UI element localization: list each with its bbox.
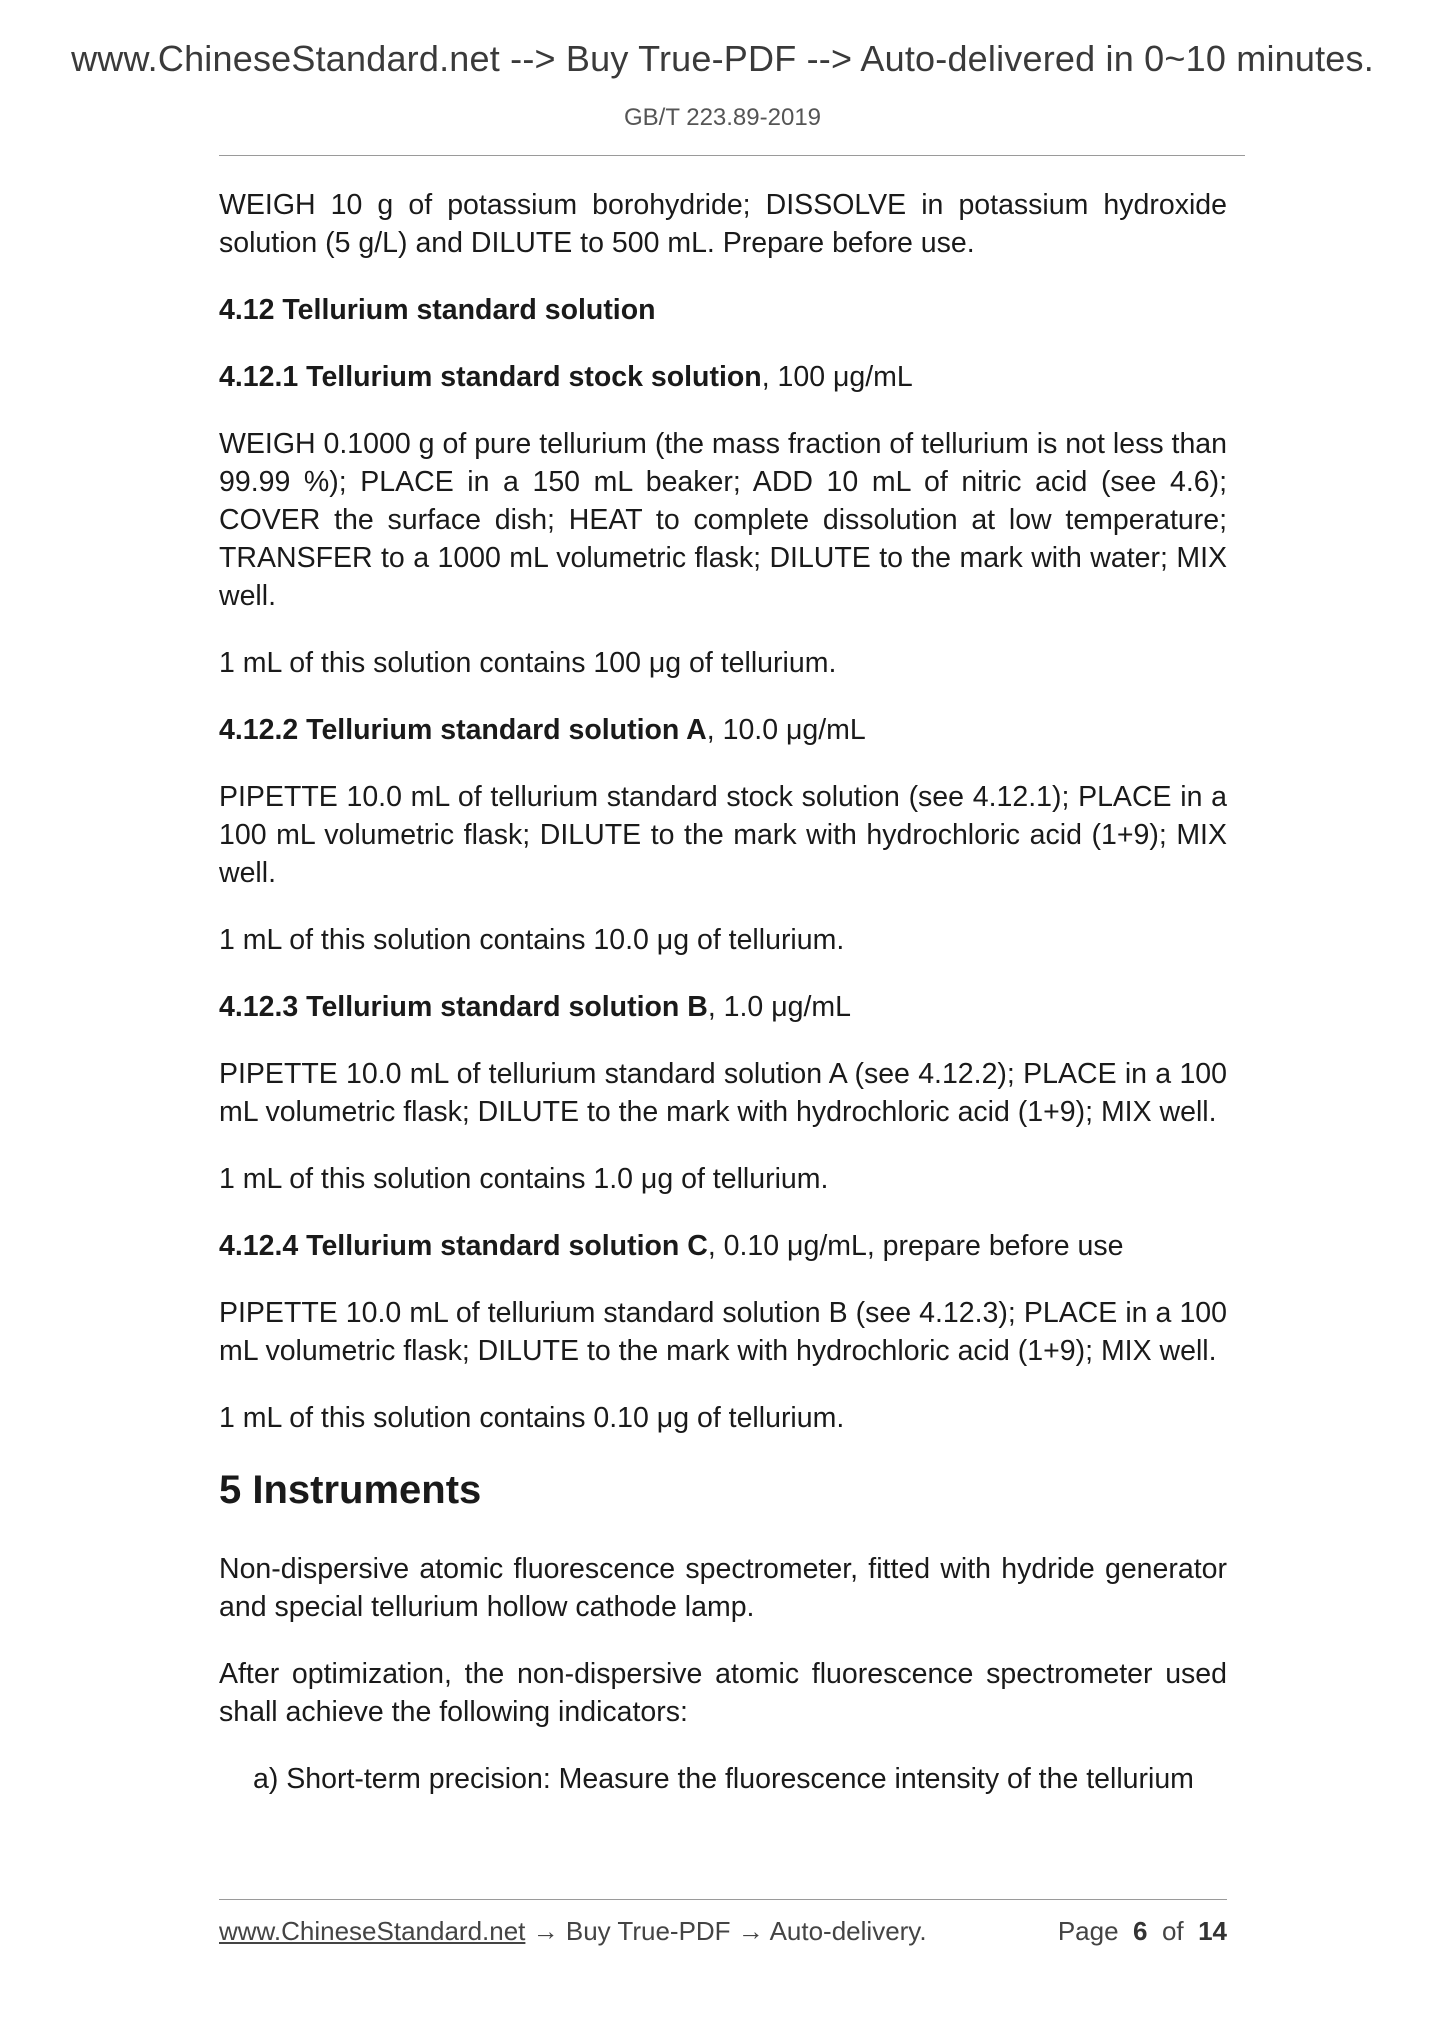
heading-4-12-4-concentration: , 0.10 μg/mL, prepare before use: [707, 1230, 1124, 1262]
content-note-4-12-3: 1 mL of this solution contains 1.0 μg of tellurium.: [219, 1163, 829, 1195]
site-banner: www.ChineseStandard.net --> Buy True-PDF --> Auto-delivered in 0~10 minutes.: [71, 38, 1374, 79]
content-note-4-12-1: 1 mL of this solution contains 100 μg of tellurium.: [219, 647, 837, 679]
paragraph-4-12-3: PIPETTE 10.0 mL of tellurium standard solution A (see 4.12.2); PLACE in a 100 mL volumetric flask; DILUTE to the mark with hydrochloric acid (1+9); MIX well.: [219, 1058, 1227, 1128]
heading-4-12-3-concentration: , 1.0 μg/mL: [707, 991, 851, 1023]
paragraph-5-indicators: After optimization, the non-dispersive atomic fluorescence spectrometer used shall achieve the following indicators:: [219, 1658, 1227, 1728]
heading-4-12-2-concentration: , 10.0 μg/mL: [706, 714, 866, 746]
page-indicator: [1058, 1916, 1227, 1947]
heading-4-12-1-concentration: , 100 μg/mL: [761, 361, 913, 393]
content-note-4-12-2: 1 mL of this solution contains 10.0 μg of tellurium.: [219, 924, 845, 956]
footer-divider: [219, 1899, 1227, 1900]
page-footer: [219, 1916, 1227, 1947]
footer-site-link[interactable]: www.ChineseStandard.net: [219, 1916, 526, 1946]
footer-text: → Buy True-PDF → Auto-delivery.: [525, 1916, 927, 1946]
paragraph-5-instrument: Non-dispersive atomic fluorescence spectrometer, fitted with hydride generator and special tellurium hollow cathode lamp.: [219, 1553, 1227, 1623]
heading-4-12-3: [219, 988, 1227, 1026]
page-label: Page: [1057, 1916, 1119, 1946]
heading-4-12-4-title: 4.12.4 Tellurium standard solution C: [219, 1230, 708, 1262]
section-heading-5: 5 Instruments: [219, 1468, 482, 1512]
heading-4-12-1: [219, 358, 1227, 396]
paragraph-4-12-1: WEIGH 0.1000 g of pure tellurium (the mass fraction of tellurium is not less than 99.99 %); PLACE in a 150 mL beaker; ADD 10 mL of nitric acid (see 4.6); COVER the surface dish; HEAT to complete dissolution at low temperature; TRANSFER to a 1000 mL volumetric flask; DILUTE to the mark with water; MIX well.: [219, 428, 1227, 612]
page-content: [219, 186, 1227, 1827]
page-of: of: [1161, 1916, 1184, 1946]
page-current: 6: [1133, 1916, 1148, 1946]
list-item-a: a) Short-term precision: Measure the fluorescence intensity of the tellurium: [253, 1763, 1194, 1795]
heading-4-12-1-title: 4.12.1 Tellurium standard stock solution: [219, 361, 762, 393]
page-total: 14: [1198, 1916, 1227, 1946]
heading-4-12-2: [219, 711, 1227, 749]
paragraph-intro: WEIGH 10 g of potassium borohydride; DISSOLVE in potassium hydroxide solution (5 g/L) and DILUTE to 500 mL. Prepare before use.: [219, 189, 1227, 259]
paragraph-4-12-2: PIPETTE 10.0 mL of tellurium standard stock solution (see 4.12.1); PLACE in a 100 mL volumetric flask; DILUTE to the mark with hydrochloric acid (1+9); MIX well.: [219, 781, 1227, 889]
document-code: GB/T 223.89-2019: [623, 104, 822, 131]
content-note-4-12-4: 1 mL of this solution contains 0.10 μg of tellurium.: [219, 1402, 845, 1434]
heading-4-12-2-title: 4.12.2 Tellurium standard solution A: [219, 714, 707, 746]
paragraph-4-12-4: PIPETTE 10.0 mL of tellurium standard solution B (see 4.12.3); PLACE in a 100 mL volumetric flask; DILUTE to the mark with hydrochloric acid (1+9); MIX well.: [219, 1297, 1227, 1367]
header-divider: [219, 155, 1245, 156]
heading-4-12-4: [219, 1227, 1227, 1265]
heading-4-12: 4.12 Tellurium standard solution: [219, 294, 656, 326]
heading-4-12-3-title: 4.12.3 Tellurium standard solution B: [219, 991, 708, 1023]
